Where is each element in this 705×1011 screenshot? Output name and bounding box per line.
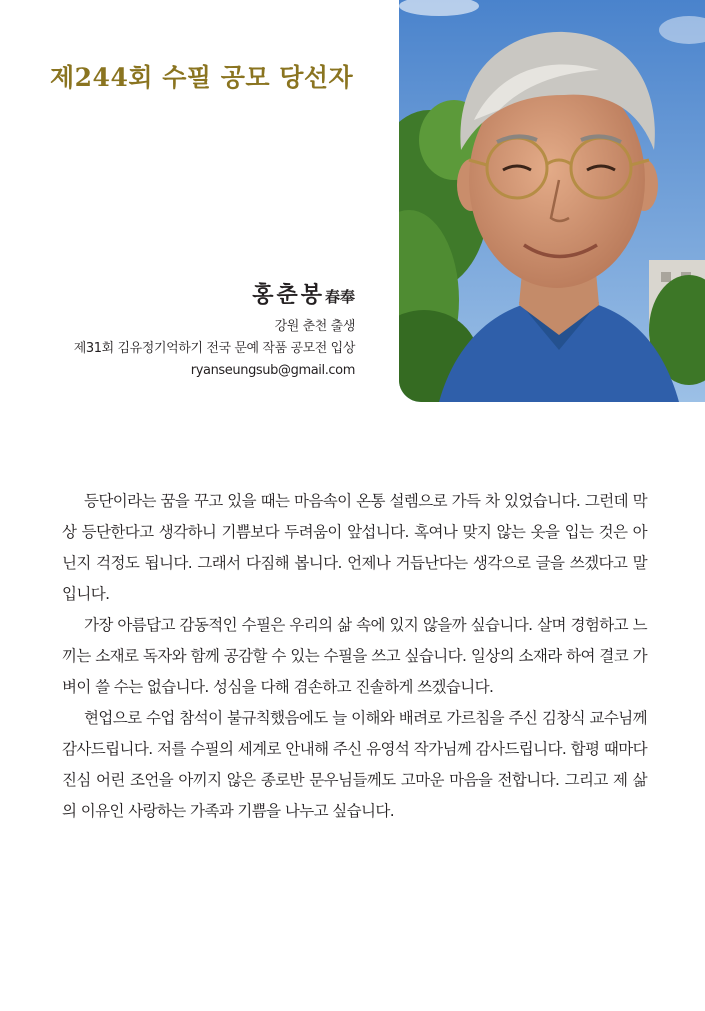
author-name-line — [15, 280, 355, 312]
author-portrait-icon — [399, 0, 705, 402]
author-name: 홍춘봉 — [252, 282, 325, 308]
author-email: ryanseungsub@gmail.com — [190, 363, 355, 378]
author-info — [15, 280, 355, 382]
author-hanja: 春奉 — [324, 288, 355, 306]
body-paragraph-3: 현업으로 수업 참석이 불규칙했음에도 늘 이해와 배려로 가르침을 주신 김창식 교수님께 감사드립니다. 저를 수필의 세계로 안내해 주신 유영석 작가님께 감사드립니다. 합평 때마다 진심 어린 조언을 아끼지 않은 종로반 문우님들께도 고마운 마음을 전합니다. 그리고 제 삶의 이유인 사랑하는 가족과 기쁨을 나누고 싶습니다. — [62, 709, 647, 820]
page-title: 제244회 수필 공모 당선자 — [50, 63, 354, 92]
portrait-illustration — [399, 0, 705, 402]
author-award: 제31회 김유정기억하기 전국 문예 작품 공모전 입상 — [73, 341, 355, 356]
body-text — [62, 486, 647, 827]
body-paragraph-2: 가장 아름답고 감동적인 수필은 우리의 삶 속에 있지 않을까 싶습니다. 살며 경험하고 느끼는 소재로 독자와 함께 공감할 수 있는 수필을 쓰고 싶습니다. 일상의 소재라 하여 결코 가벼이 쓸 수는 없습니다. 성심을 다해 겸손하고 진솔하게 쓰겠습니다. — [62, 616, 647, 696]
body-paragraph-1: 등단이라는 꿈을 꾸고 있을 때는 마음속이 온통 설렘으로 가득 차 있었습니다. 그런데 막상 등단한다고 생각하니 기쁨보다 두려움이 앞섭니다. 혹여나 맞지 않는 옷을 입는 것은 아닌지 걱정도 됩니다. 그래서 다짐해 봅니다. 언제나 거듭난다는 생각으로 글을 쓰겠다고 말입니다. — [62, 492, 647, 603]
author-birthplace: 강원 춘천 출생 — [274, 319, 355, 334]
